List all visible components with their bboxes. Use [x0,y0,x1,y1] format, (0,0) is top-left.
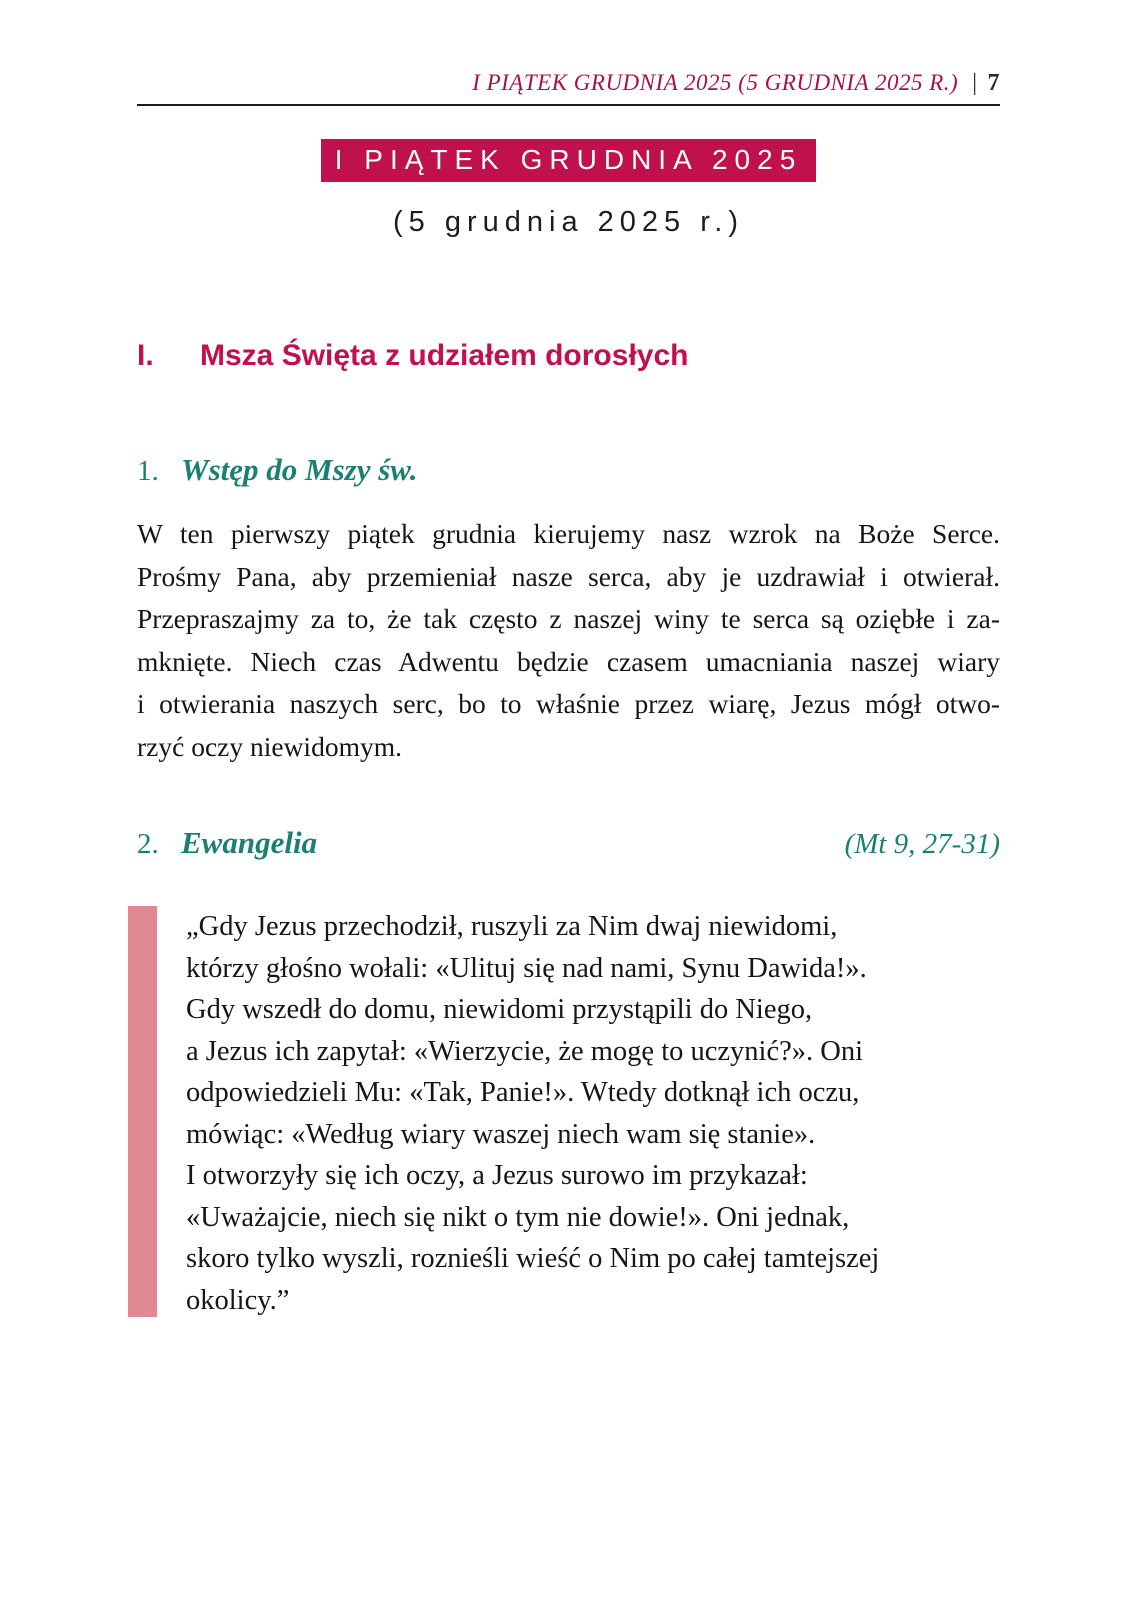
page-title: I PIĄTEK GRUDNIA 2025 [321,139,817,182]
gospel-quote-line: „Gdy Jezus przechodził, ruszyli za Nim dwaj niewidomi, [186,911,838,942]
intro-paragraph-line: Przepraszajmy za to, że tak często z naszej winy te serca są oziębłe i za- [137,603,1000,634]
gospel-quote-line: «Uważajcie, niech się nikt o tym nie dowie!». Oni jednak, [186,1201,850,1233]
section-heading [137,339,1000,373]
gospel-quote-line: którzy głośno wołali: «Ulituj się nad nami, Synu Dawida!». [186,952,867,984]
gospel-quote-line: a Jezus ich zapytał: «Wierzycie, że mogę to uczynić?». Oni [186,1035,864,1067]
header-separator: | [972,70,978,96]
gospel-quote-line: skoro tylko wyszli, roznieśli wieść o Nim po całej tamtejszej [186,1243,880,1274]
subsection-gospel-number: 2. [137,828,159,860]
subsection-gospel-title: Ewangelia [181,825,318,860]
gospel-quote-line: mówiąc: «Według wiary waszej niech wam się stanie». [186,1118,816,1150]
subsection-intro-title: Wstęp do Mszy św. [181,452,418,487]
intro-paragraph-line: Prośmy Pana, aby przemieniał nasze serca, aby je uzdrawiał i otwierał. [137,560,1000,592]
running-header-title: I PIĄTEK GRUDNIA 2025 (5 GRUDNIA 2025 R.) [472,70,959,95]
page-number: 7 [987,70,1000,96]
header-rule [137,104,1000,106]
subsection-intro-number: 1. [137,455,159,487]
intro-paragraph-line: rzyć oczy niewidomym. [137,730,402,762]
intro-paragraph-line: i otwierania naszych serc, bo to właśnie przez wiarę, Jezus mógł otwo- [137,688,1000,719]
gospel-quote-line: okolicy.” [186,1284,290,1316]
intro-paragraph [137,513,1000,768]
subsection-gospel-heading [137,825,1000,861]
section-number: I. [137,339,154,372]
subsection-intro-heading [137,452,1000,488]
intro-paragraph-line: W ten pierwszy piątek grudnia kierujemy nasz wzrok na Boże Serce. [137,518,1000,549]
title-wrap [137,139,1000,182]
quote-accent-bar [128,906,157,1317]
intro-paragraph-line: mknięte. Niech czas Adwentu będzie czasem umacniania naszej wiary [137,645,1000,677]
gospel-quote-text [186,906,879,1321]
section-title: Msza Święta z udziałem dorosłych [200,339,689,372]
gospel-quote-line: I otworzyły się ich oczy, a Jezus surowo im przykazał: [186,1160,808,1191]
gospel-quote-line: odpowiedzieli Mu: «Tak, Panie!». Wtedy dotknął ich oczu, [186,1077,860,1108]
page-subtitle: (5 grudnia 2025 r.) [393,206,744,238]
running-header [137,70,1000,97]
gospel-quote-line: Gdy wszedł do domu, niewidomi przystąpili do Niego, [186,994,813,1025]
scripture-reference: (Mt 9, 27-31) [844,828,1000,860]
gospel-quote-block [128,906,1000,1321]
